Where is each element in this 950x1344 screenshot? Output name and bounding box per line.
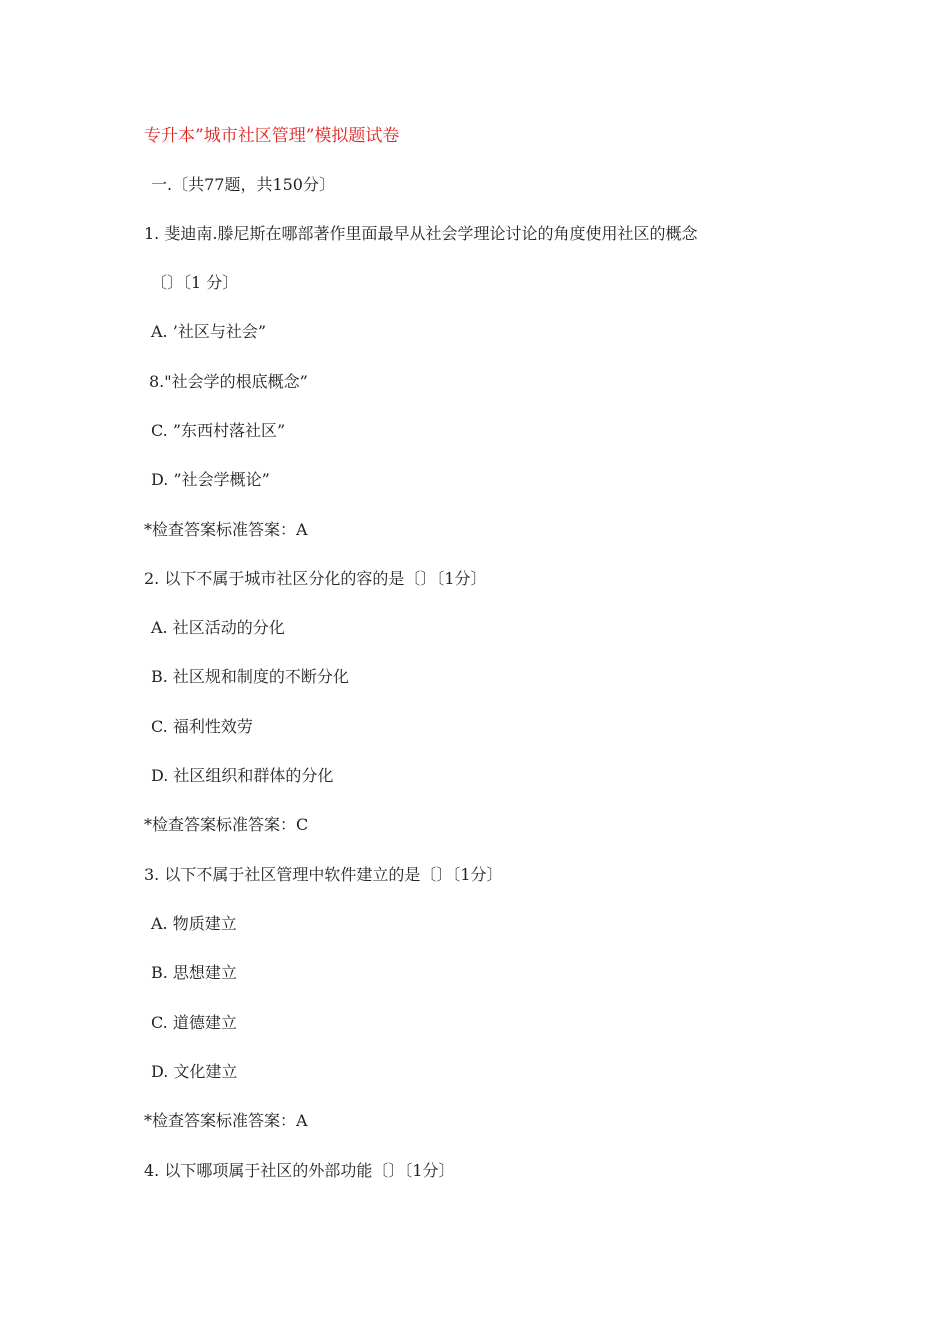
answer-line: *检查答案标准答案：C — [144, 815, 309, 834]
question-stem: 2. 以下不属于城市社区分化的容的是〔〕〔1分〕 — [144, 569, 487, 588]
option-item: C. ”东西村落社区” — [151, 421, 286, 440]
document-title: 专升本”城市社区管理”模拟题试卷 — [144, 126, 400, 146]
answer-line: *检查答案标准答案：A — [144, 520, 308, 539]
option-item: D. 社区组织和群体的分化 — [151, 766, 334, 785]
answer-line: *检查答案标准答案：A — [144, 1111, 308, 1130]
option-item: A. ’社区与社会” — [151, 322, 266, 341]
option-item: C. 道德建立 — [151, 1013, 237, 1032]
option-item: C. 福利性效劳 — [151, 717, 253, 736]
option-item: B. 思想建立 — [151, 963, 237, 982]
option-item: A. 社区活动的分化 — [151, 618, 285, 637]
question-stem: 4. 以下哪项属于社区的外部功能〔〕〔1分〕 — [144, 1161, 455, 1180]
question-stem-continuation: 〔〕〔1 分〕 — [151, 273, 239, 292]
option-item: A. 物质建立 — [151, 914, 237, 933]
option-item: 8."社会学的根底概念” — [149, 372, 308, 391]
section-header: 一.〔共77题，共150分〕 — [151, 175, 335, 194]
option-item: D. ”社会学概论” — [151, 470, 270, 489]
question-stem: 1. 斐迪南.滕尼斯在哪部著作里面最早从社会学理论讨论的角度使用社区的概念 — [144, 224, 698, 243]
option-item: D. 文化建立 — [151, 1062, 238, 1081]
option-item: B. 社区规和制度的不断分化 — [151, 667, 349, 686]
question-stem: 3. 以下不属于社区管理中软件建立的是〔〕〔1分〕 — [144, 865, 503, 884]
